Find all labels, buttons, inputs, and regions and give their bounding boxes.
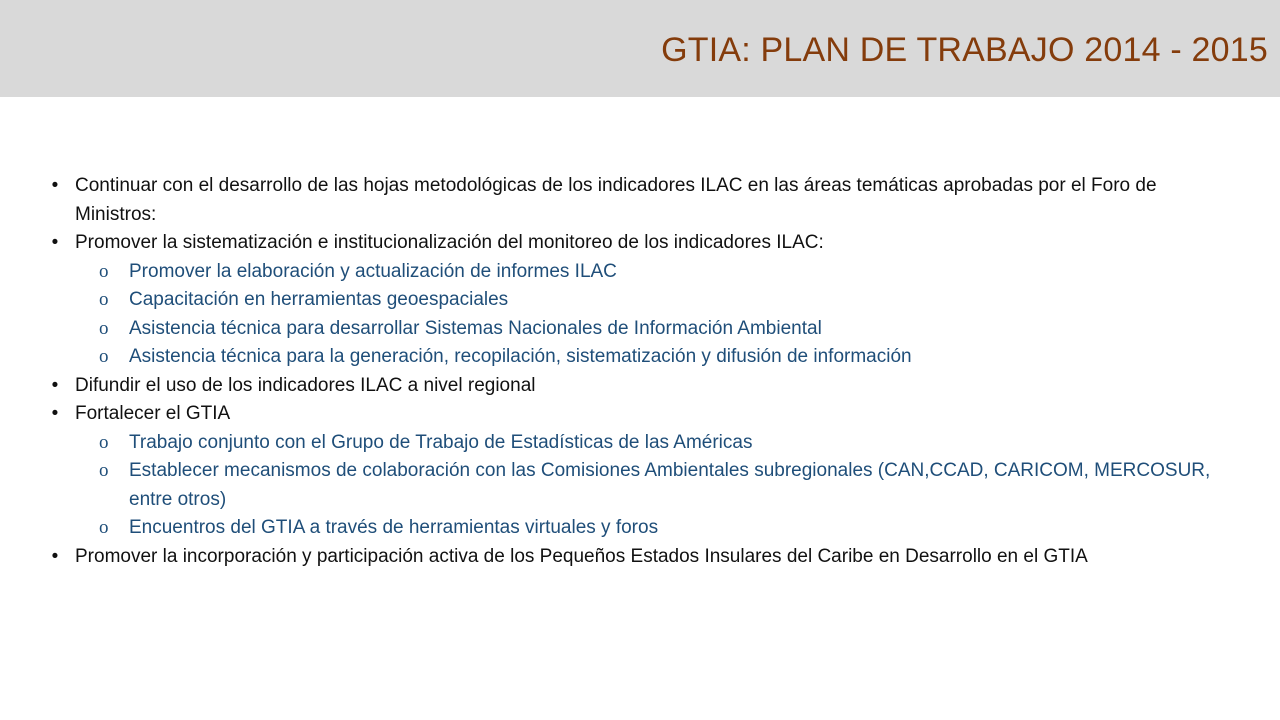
bullet-marker: • bbox=[51, 232, 59, 253]
sub-list-item-text: Encuentros del GTIA a través de herramientas virtuales y foros bbox=[129, 517, 659, 538]
list-item-text: Difundir el uso de los indicadores ILAC a nivel regional bbox=[75, 374, 536, 396]
list-item-text: Promover la incorporación y participación activa de los Pequeños Estados Insulares del Caribe en Desarrollo en el GTIA bbox=[75, 545, 1088, 567]
sub-list-item bbox=[48, 286, 1220, 315]
bullet-marker: • bbox=[51, 374, 59, 396]
list-item-text: Fortalecer el GTIA bbox=[75, 403, 231, 424]
slide-title: GTIA: PLAN DE TRABAJO 2014 - 2015 bbox=[661, 31, 1268, 69]
bullet-marker: • bbox=[51, 403, 59, 424]
sub-list-item-text: Establecer mecanismos de colaboración con las Comisiones Ambientales subregionales (CAN,CCAD, CARICOM, MERCOSUR, entre otros) bbox=[129, 460, 1211, 510]
sub-list-item bbox=[48, 343, 1220, 372]
bullet-marker: • bbox=[51, 175, 59, 196]
list-item bbox=[48, 372, 1220, 401]
list-item bbox=[48, 229, 1220, 258]
sub-list-item-text: Asistencia técnica para la generación, recopilación, sistematización y difusión de información bbox=[129, 346, 912, 367]
list-item bbox=[48, 172, 1220, 229]
sub-bullet-marker: o bbox=[99, 431, 109, 453]
sub-bullet-marker: o bbox=[99, 260, 109, 282]
sub-bullet-marker: o bbox=[99, 346, 109, 367]
sub-list-item bbox=[48, 429, 1220, 458]
bullet-marker: • bbox=[51, 545, 59, 567]
bullet-list bbox=[48, 172, 1220, 571]
sub-list-item-text: Promover la elaboración y actualización de informes ILAC bbox=[129, 260, 617, 282]
sub-list-item bbox=[48, 457, 1220, 514]
sub-bullet-marker: o bbox=[99, 460, 109, 481]
list-item bbox=[48, 400, 1220, 429]
list-item-text: Promover la sistematización e institucionalización del monitoreo de los indicadores ILAC: bbox=[75, 232, 824, 253]
sub-list-item bbox=[48, 514, 1220, 543]
list-item-text: Continuar con el desarrollo de las hojas metodológicas de los indicadores ILAC en las áreas temáticas aprobadas por el Foro de Ministros: bbox=[75, 175, 1157, 225]
sub-bullet-marker: o bbox=[99, 517, 109, 538]
sub-bullet-marker: o bbox=[99, 317, 109, 339]
sub-bullet-marker: o bbox=[99, 289, 109, 310]
sub-list-item-text: Asistencia técnica para desarrollar Sistemas Nacionales de Información Ambiental bbox=[129, 317, 822, 339]
sub-list-item-text: Capacitación en herramientas geoespaciales bbox=[129, 289, 509, 310]
sub-list-item bbox=[48, 315, 1220, 344]
sub-list-item-text: Trabajo conjunto con el Grupo de Trabajo de Estadísticas de las Américas bbox=[129, 431, 753, 453]
list-item bbox=[48, 543, 1220, 572]
sub-list-item bbox=[48, 258, 1220, 287]
